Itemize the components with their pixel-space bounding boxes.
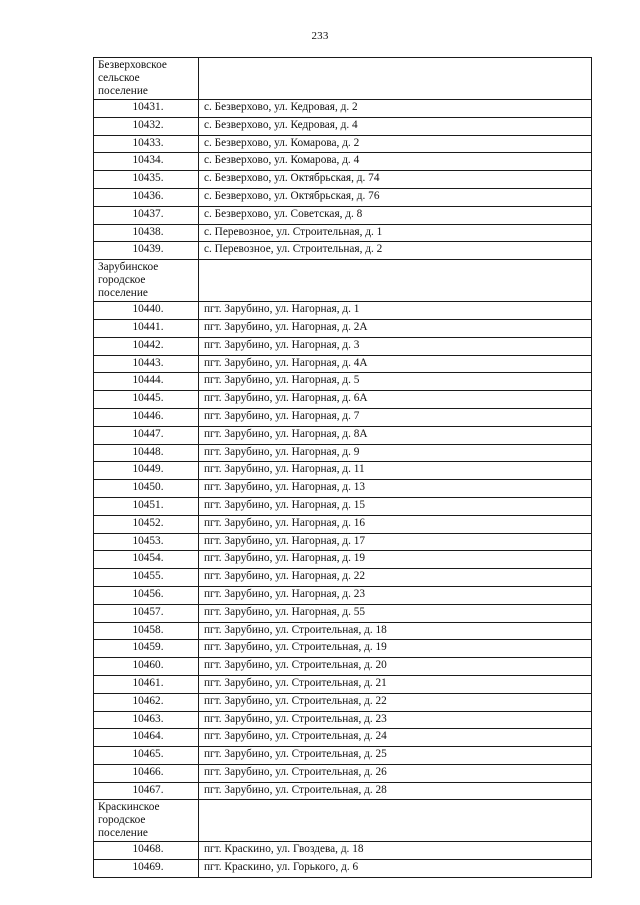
- address-cell: пгт. Зарубино, ул. Нагорная, д. 17: [199, 533, 592, 551]
- section-name-line: поселение: [98, 85, 148, 97]
- address-cell: пгт. Краскино, ул. Гвоздева, д. 18: [199, 842, 592, 860]
- row-number-cell: 10447.: [94, 426, 199, 444]
- row-number-cell: 10452.: [94, 515, 199, 533]
- row-number-cell: 10442.: [94, 337, 199, 355]
- address-cell: с. Безверхово, ул. Комарова, д. 4: [199, 153, 592, 171]
- row-number-cell: 10464.: [94, 729, 199, 747]
- section-name-line: поселение: [98, 287, 148, 300]
- address-cell: пгт. Зарубино, ул. Строительная, д. 26: [199, 764, 592, 782]
- section-empty-cell: [199, 260, 592, 302]
- row-number-cell: 10435.: [94, 171, 199, 189]
- table-row: [94, 533, 592, 551]
- address-cell: пгт. Зарубино, ул. Строительная, д. 19: [199, 640, 592, 658]
- address-cell: пгт. Зарубино, ул. Нагорная, д. 13: [199, 480, 592, 498]
- table-row: [94, 860, 592, 878]
- row-number-cell: 10456.: [94, 586, 199, 604]
- section-name-line: сельское: [98, 72, 140, 84]
- row-number-cell: 10469.: [94, 860, 199, 878]
- address-cell: пгт. Краскино, ул. Горького, д. 6: [199, 860, 592, 878]
- table-row: [94, 747, 592, 765]
- row-number-cell: 10461.: [94, 675, 199, 693]
- row-number-cell: 10462.: [94, 693, 199, 711]
- address-cell: пгт. Зарубино, ул. Нагорная, д. 1: [199, 302, 592, 320]
- section-header-row: [94, 260, 592, 302]
- section-name-line: Зарубинское: [98, 261, 159, 274]
- table-row: [94, 373, 592, 391]
- row-number-cell: 10463.: [94, 711, 199, 729]
- address-cell: с. Безверхово, ул. Октябрьская, д. 76: [199, 188, 592, 206]
- row-number-cell: 10458.: [94, 622, 199, 640]
- address-cell: пгт. Зарубино, ул. Нагорная, д. 4А: [199, 355, 592, 373]
- row-number-cell: 10438.: [94, 224, 199, 242]
- section-name-line: городское: [98, 814, 146, 827]
- row-number-cell: 10437.: [94, 206, 199, 224]
- address-cell: пгт. Зарубино, ул. Нагорная, д. 22: [199, 569, 592, 587]
- table-row: [94, 658, 592, 676]
- address-cell: с. Безверхово, ул. Комарова, д. 2: [199, 135, 592, 153]
- row-number-cell: 10455.: [94, 569, 199, 587]
- address-cell: пгт. Зарубино, ул. Нагорная, д. 55: [199, 604, 592, 622]
- row-number-cell: 10443.: [94, 355, 199, 373]
- row-number-cell: 10432.: [94, 117, 199, 135]
- row-number-cell: 10449.: [94, 462, 199, 480]
- table-row: [94, 224, 592, 242]
- address-cell: пгт. Зарубино, ул. Строительная, д. 24: [199, 729, 592, 747]
- table-row: [94, 355, 592, 373]
- table-row: [94, 622, 592, 640]
- address-cell: пгт. Зарубино, ул. Нагорная, д. 2А: [199, 319, 592, 337]
- section-name-cell: [94, 800, 199, 842]
- table-row: [94, 480, 592, 498]
- address-cell: с. Перевозное, ул. Строительная, д. 1: [199, 224, 592, 242]
- address-cell: пгт. Зарубино, ул. Нагорная, д. 6А: [199, 391, 592, 409]
- table-row: [94, 782, 592, 800]
- address-cell: пгт. Зарубино, ул. Нагорная, д. 19: [199, 551, 592, 569]
- table-row: [94, 711, 592, 729]
- row-number-cell: 10433.: [94, 135, 199, 153]
- table-row: [94, 444, 592, 462]
- address-cell: с. Безверхово, ул. Кедровая, д. 2: [199, 100, 592, 118]
- row-number-cell: 10441.: [94, 319, 199, 337]
- address-cell: пгт. Зарубино, ул. Нагорная, д. 23: [199, 586, 592, 604]
- table-row: [94, 391, 592, 409]
- address-cell: пгт. Зарубино, ул. Нагорная, д. 3: [199, 337, 592, 355]
- table-row: [94, 497, 592, 515]
- address-cell: пгт. Зарубино, ул. Строительная, д. 23: [199, 711, 592, 729]
- section-empty-cell: [199, 800, 592, 842]
- section-name-line: Безверховское: [98, 59, 167, 71]
- table-row: [94, 586, 592, 604]
- row-number-cell: 10445.: [94, 391, 199, 409]
- section-header-row: [94, 58, 592, 100]
- table-row: [94, 764, 592, 782]
- section-name-line: городское: [98, 274, 146, 287]
- address-cell: пгт. Зарубино, ул. Строительная, д. 21: [199, 675, 592, 693]
- address-cell: пгт. Зарубино, ул. Строительная, д. 20: [199, 658, 592, 676]
- address-table-body: [94, 58, 592, 878]
- row-number-cell: 10444.: [94, 373, 199, 391]
- section-name-line: Краскинское: [98, 801, 160, 814]
- row-number-cell: 10446.: [94, 408, 199, 426]
- address-cell: пгт. Зарубино, ул. Строительная, д. 18: [199, 622, 592, 640]
- table-row: [94, 426, 592, 444]
- row-number-cell: 10439.: [94, 242, 199, 260]
- row-number-cell: 10440.: [94, 302, 199, 320]
- section-header-row: [94, 800, 592, 842]
- row-number-cell: 10434.: [94, 153, 199, 171]
- table-row: [94, 153, 592, 171]
- row-number-cell: 10459.: [94, 640, 199, 658]
- row-number-cell: 10454.: [94, 551, 199, 569]
- table-row: [94, 188, 592, 206]
- address-cell: пгт. Зарубино, ул. Нагорная, д. 16: [199, 515, 592, 533]
- table-row: [94, 462, 592, 480]
- table-row: [94, 551, 592, 569]
- row-number-cell: 10460.: [94, 658, 199, 676]
- address-cell: пгт. Зарубино, ул. Нагорная, д. 11: [199, 462, 592, 480]
- table-row: [94, 337, 592, 355]
- section-empty-cell: [199, 58, 592, 100]
- section-name-line: поселение: [98, 827, 148, 840]
- section-name-cell: [94, 260, 199, 302]
- address-cell: пгт. Зарубино, ул. Нагорная, д. 7: [199, 408, 592, 426]
- table-row: [94, 693, 592, 711]
- row-number-cell: 10466.: [94, 764, 199, 782]
- table-row: [94, 569, 592, 587]
- address-cell: пгт. Зарубино, ул. Нагорная, д. 8А: [199, 426, 592, 444]
- table-row: [94, 675, 592, 693]
- table-row: [94, 242, 592, 260]
- address-cell: пгт. Зарубино, ул. Строительная, д. 22: [199, 693, 592, 711]
- address-cell: пгт. Зарубино, ул. Строительная, д. 25: [199, 747, 592, 765]
- table-row: [94, 302, 592, 320]
- table-row: [94, 206, 592, 224]
- address-cell: с. Безверхово, ул. Кедровая, д. 4: [199, 117, 592, 135]
- row-number-cell: 10450.: [94, 480, 199, 498]
- section-name-cell: [94, 58, 199, 100]
- table-row: [94, 604, 592, 622]
- table-row: [94, 729, 592, 747]
- row-number-cell: 10451.: [94, 497, 199, 515]
- row-number-cell: 10448.: [94, 444, 199, 462]
- table-row: [94, 515, 592, 533]
- row-number-cell: 10453.: [94, 533, 199, 551]
- table-row: [94, 842, 592, 860]
- table-row: [94, 135, 592, 153]
- row-number-cell: 10465.: [94, 747, 199, 765]
- address-cell: пгт. Зарубино, ул. Нагорная, д. 5: [199, 373, 592, 391]
- row-number-cell: 10436.: [94, 188, 199, 206]
- row-number-cell: 10431.: [94, 100, 199, 118]
- page-number: 233: [311, 30, 329, 42]
- address-cell: пгт. Зарубино, ул. Нагорная, д. 15: [199, 497, 592, 515]
- table-row: [94, 100, 592, 118]
- address-cell: с. Безверхово, ул. Советская, д. 8: [199, 206, 592, 224]
- row-number-cell: 10468.: [94, 842, 199, 860]
- table-row: [94, 171, 592, 189]
- row-number-cell: 10457.: [94, 604, 199, 622]
- table-row: [94, 319, 592, 337]
- address-cell: пгт. Зарубино, ул. Нагорная, д. 9: [199, 444, 592, 462]
- address-table: [93, 57, 592, 878]
- address-cell: пгт. Зарубино, ул. Строительная, д. 28: [199, 782, 592, 800]
- table-row: [94, 117, 592, 135]
- address-cell: с. Перевозное, ул. Строительная, д. 2: [199, 242, 592, 260]
- table-row: [94, 408, 592, 426]
- row-number-cell: 10467.: [94, 782, 199, 800]
- table-row: [94, 640, 592, 658]
- address-cell: с. Безверхово, ул. Октябрьская, д. 74: [199, 171, 592, 189]
